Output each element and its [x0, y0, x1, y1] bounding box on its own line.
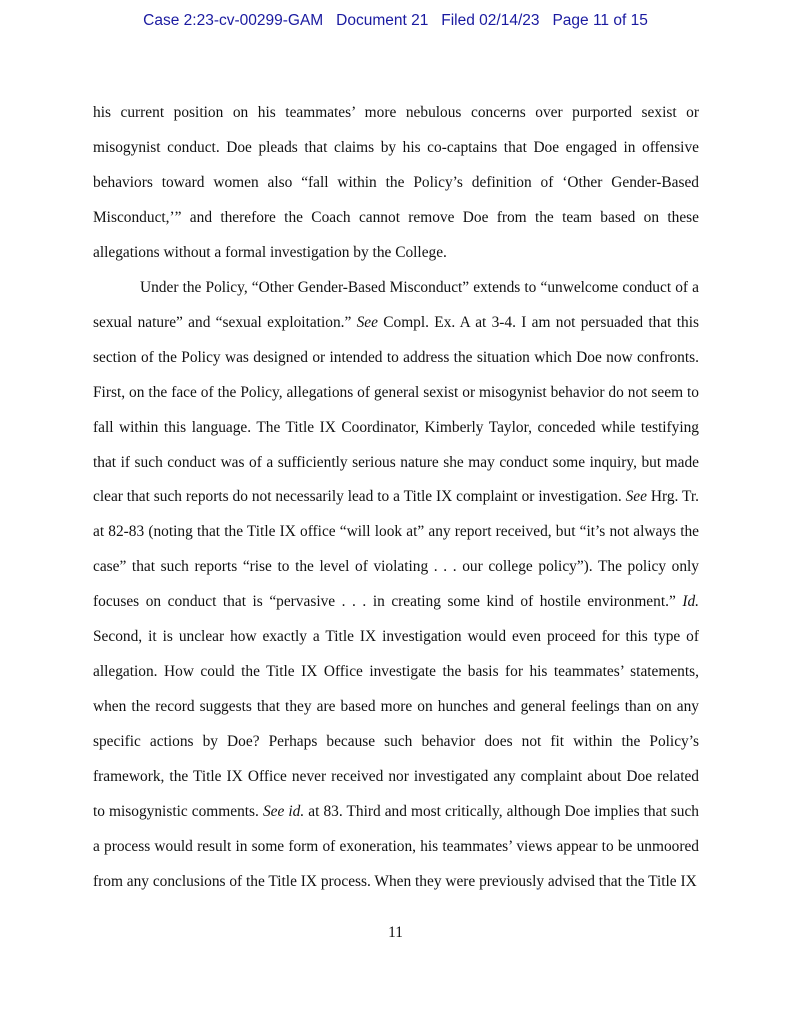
para2-text-4: Second, it is unclear how exactly a Title IX investigation would even proceed for this type of allegation. How could the Title IX Office investigate the basis for his teammates’ statements, when the record suggests that they are based more on hunches and general feelings than on any specific actions by Doe? Perhaps because such behavior does not fit within the Policy’s framework, the Title IX Office never received nor investigated any complaint about Doe related to misogynistic comments. [93, 628, 699, 821]
page-number: 11 [388, 924, 403, 941]
para2-text-1: Under the Policy, “Other Gender-Based Misconduct” extends to “unwelcome conduct of a sexual nature” and “sexual exploitation.” [93, 278, 699, 331]
citation-signal: See [625, 488, 647, 506]
para2-text-3: Hrg. Tr. at 82-83 (noting that the Title IX office “will look at” any report received, but “it’s not always the case” that such reports “rise to the level of violating . . . our college policy”). The policy only focuses on conduct that is “pervasive . . . in creating some kind of hostile environment.” [93, 488, 699, 611]
paragraph-policy-analysis [93, 271, 699, 900]
case-number: Case 2:23-cv-00299-GAM [143, 12, 324, 29]
paragraph-continuation: his current position on his teammates’ more nebulous concerns over purported sexist or misogynist conduct. Doe pleads that claims by his co-captains that Doe engaged in offensive behaviors toward women also “fall within the Policy’s definition of ‘Other Gender-Based Misconduct,’” and therefore the Coach cannot remove Doe from the team based on these allegations without a formal investigation by the College. [93, 104, 699, 261]
citation-signal: See [356, 313, 378, 331]
para2-text-5: at 83. Third and most critically, although Doe implies that such a process would result in some form of exoneration, his teammates’ views appear to be unmoored from any conclusions of the Title IX process. When they were previously advised that the Title IX [93, 803, 699, 890]
case-header [0, 12, 791, 30]
citation-see-id: See id. [262, 803, 305, 821]
filed-date: Filed 02/14/23 [441, 12, 540, 29]
document-body [93, 96, 699, 900]
para2-text-2: Compl. Ex. A at 3-4. I am not persuaded that this section of the Policy was designed or intended to address the situation which Doe now confronts. First, on the face of the Policy, allegations of general sexist or misogynist behavior do not seem to fall within this language. The Title IX Coordinator, Kimberly Taylor, conceded while testifying that if such conduct was of a sufficiently serious nature she may conduct some inquiry, but made clear that such reports do not necessarily lead to a Title IX complaint or investigation. [93, 313, 699, 506]
document-number: Document 21 [336, 12, 429, 29]
page-indicator: Page 11 of 15 [552, 12, 648, 29]
citation-id: Id. [682, 593, 699, 611]
